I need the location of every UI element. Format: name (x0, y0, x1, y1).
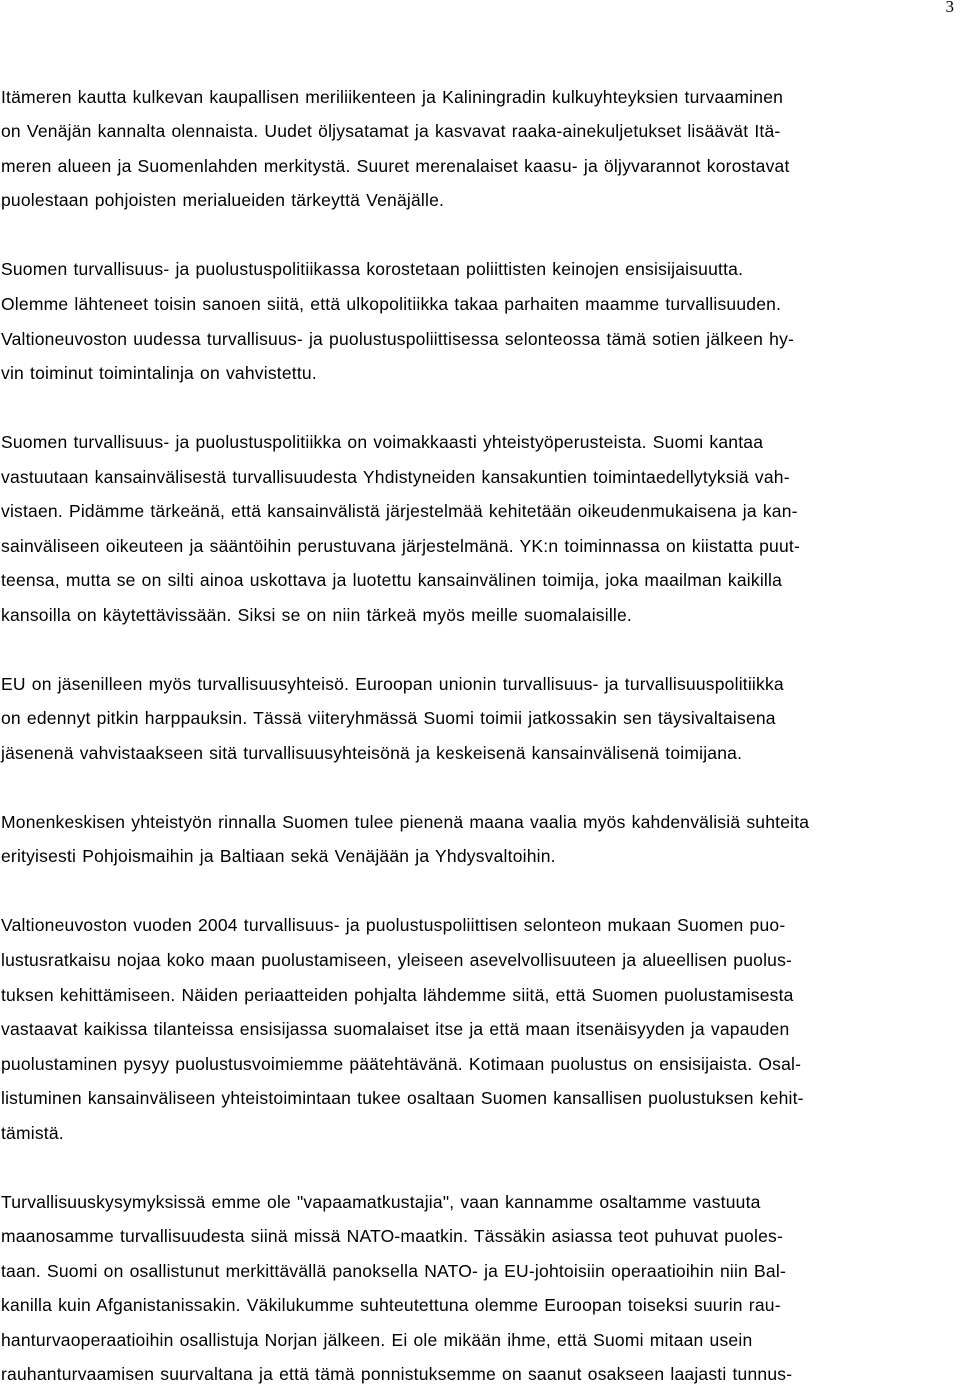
text-line: vastuutaan kansainvälisestä turvallisuudesta Yhdistyneiden kansakuntien toimintaedellytyksiä vah- (1, 467, 790, 487)
text-line: Suomen turvallisuus- ja puolustuspolitiikka on voimakkaasti yhteistyöperusteista. Suomi kantaa (1, 432, 764, 452)
text-line: Valtioneuvoston vuoden 2004 turvallisuus- ja puolustuspoliittisen selonteon mukaan Suomen puo- (1, 915, 786, 935)
text-line: meren alueen ja Suomenlahden merkitystä. Suuret merenalaiset kaasu- ja öljyvarannot korostavat (1, 156, 790, 176)
page-number: 3 (945, 0, 954, 16)
text-line: kansoilla on käytettävissään. Siksi se on niin tärkeä myös meille suomalaisille. (1, 605, 632, 625)
text-line: Valtioneuvoston uudessa turvallisuus- ja puolustuspoliittisessa selonteossa tämä sotien jälkeen hy- (1, 329, 795, 349)
text-line: vistaen. Pidämme tärkeänä, että kansainvälistä järjestelmää kehitetään oikeudenmukaisena ja kan- (1, 501, 798, 521)
text-line: hanturvaoperaatioihin osallistuja Norjan jälkeen. Ei ole mikään ihme, että Suomi mitaan usein (1, 1330, 753, 1350)
text-line: rauhanturvaamisen suurvaltana ja että tämä ponnistuksemme on saanut osakseen laajasti tunnus- (1, 1364, 793, 1384)
text-line: on edennyt pitkin harppauksin. Tässä viiteryhmässä Suomi toimii jatkossakin sen täysivaltaisena (1, 708, 776, 728)
text-line: Itämeren kautta kulkevan kaupallisen meriliikenteen ja Kaliningradin kulkuyhteyksien turvaaminen (1, 87, 784, 107)
text-line: lustusratkaisu nojaa koko maan puolustamiseen, yleiseen asevelvollisuuteen ja alueellisen puolus- (1, 950, 793, 970)
text-line: Suomen turvallisuus- ja puolustuspolitiikassa korostetaan poliittisten keinojen ensisijaisuutta. (1, 259, 744, 279)
text-line: listuminen kansainväliseen yhteistoimintaan tukee osaltaan Suomen kansallisen puolustuksen kehit- (1, 1088, 804, 1108)
text-line: taan. Suomi on osallistunut merkittävällä panoksella NATO- ja EU-johtoisiin operaatioihin niin Bal- (1, 1261, 786, 1281)
text-line: puolustaminen pysyy puolustusvoimiemme päätehtävänä. Kotimaan puolustus on ensisijaista. Osal- (1, 1054, 802, 1074)
text-line: puolestaan pohjoisten merialueiden tärkeyttä Venäjälle. (1, 190, 445, 210)
text-line: kanilla kuin Afganistanissakin. Väkilukumme suhteutettuna olemme Euroopan toiseksi suurin rau- (1, 1295, 781, 1315)
text-line: Turvallisuuskysymyksissä emme ole "vapaamatkustajia", vaan kannamme osaltamme vastuuta (1, 1192, 761, 1212)
text-line: Olemme lähteneet toisin sanoen siitä, että ulkopolitiikka takaa parhaiten maamme turvallisuuden. (1, 294, 782, 314)
text-line: tuksen kehittämiseen. Näiden periaatteiden pohjalta lähdemme siitä, että Suomen puolustamisesta (1, 985, 794, 1005)
text-line: jäsenenä vahvistaakseen sitä turvallisuusyhteisönä ja keskeisenä kansainvälisenä toimijana. (1, 743, 743, 763)
text-line: Monenkeskisen yhteistyön rinnalla Suomen tulee pienenä maana vaalia myös kahdenvälisiä suhteita (1, 812, 810, 832)
text-line: on Venäjän kannalta olennaista. Uudet öljysatamat ja kasvavat raaka-ainekuljetukset lisäävät Itä- (1, 121, 781, 141)
text-line: tämistä. (1, 1123, 64, 1143)
text-line: maanosamme turvallisuudesta siinä missä NATO-maatkin. Tässäkin asiassa teot puhuvat puoles- (1, 1226, 783, 1246)
text-line: teensa, mutta se on silti ainoa uskottava ja luotettu kansainvälinen toimija, joka maailman kaikilla (1, 570, 783, 590)
text-line: EU on jäsenilleen myös turvallisuusyhteisö. Euroopan unionin turvallisuus- ja turvallisuuspolitiikka (1, 674, 784, 694)
text-line: vin toiminut toimintalinja on vahvistettu. (1, 363, 317, 383)
text-line: erityisesti Pohjoismaihin ja Baltiaan sekä Venäjään ja Yhdysvaltoihin. (1, 846, 556, 866)
text-line: vastaavat kaikissa tilanteissa ensisijassa suomalaiset itse ja että maan itsenäisyyden ja vapauden (1, 1019, 790, 1039)
text-line: sainväliseen oikeuteen ja sääntöihin perustuvana järjestelmänä. YK:n toiminnassa on kiistatta puut- (1, 536, 800, 556)
